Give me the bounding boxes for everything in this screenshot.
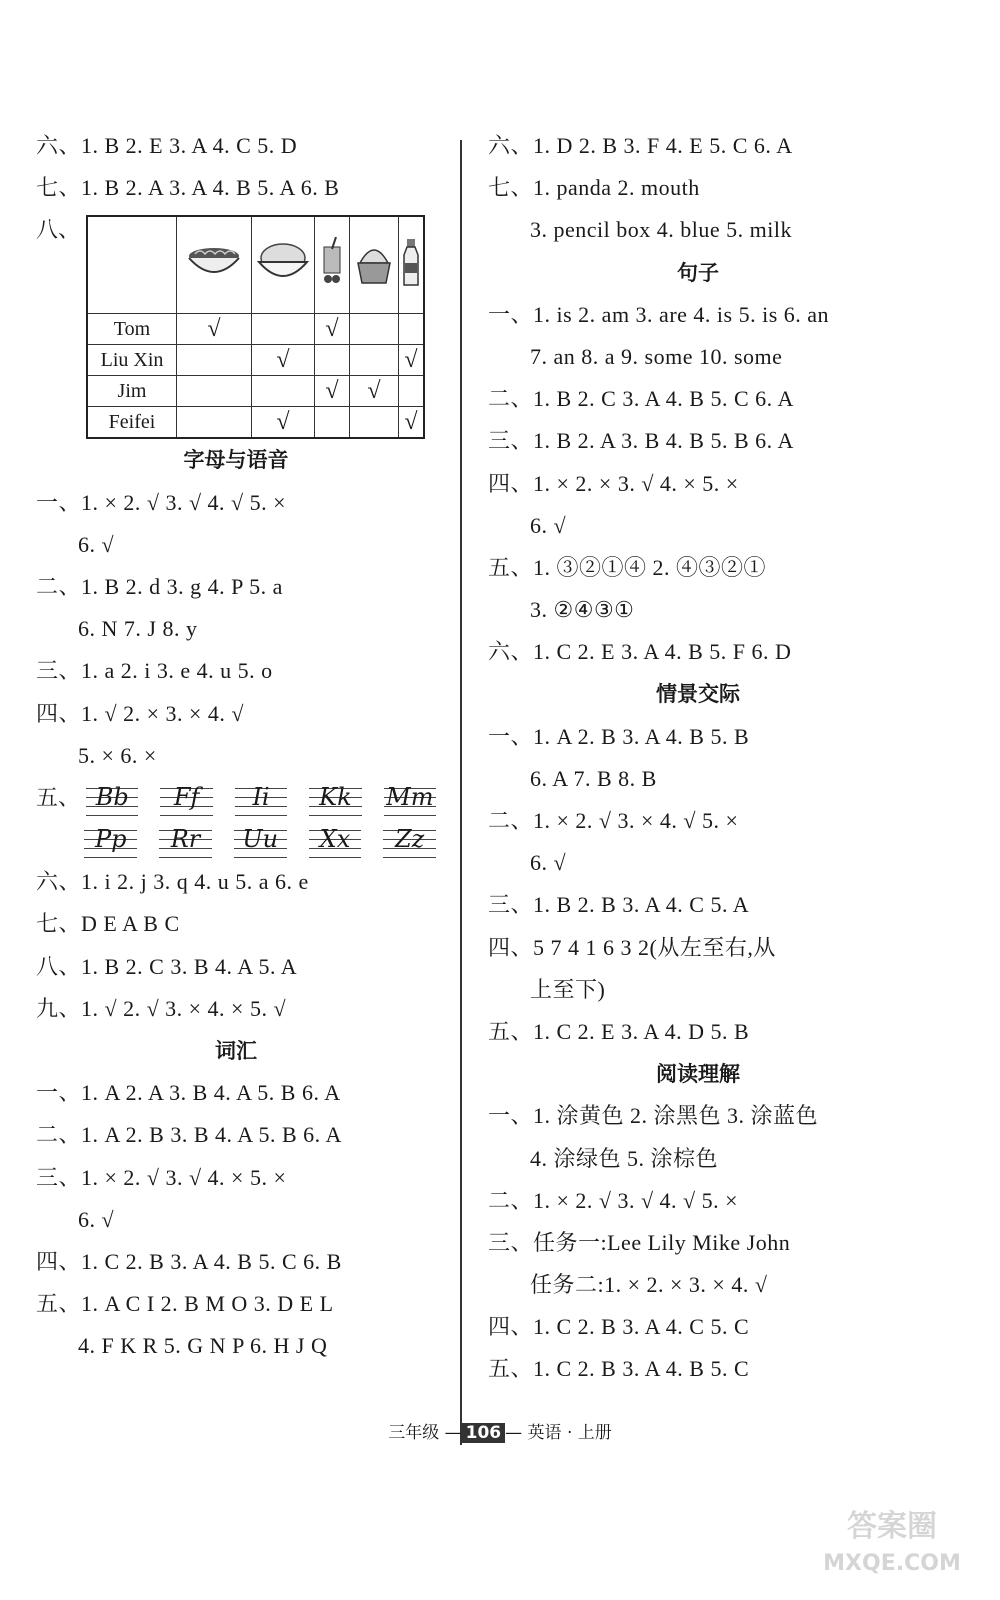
- check-cell: [252, 376, 315, 407]
- handwriting-text: Mm: [386, 782, 434, 811]
- check-cell: [252, 314, 315, 345]
- answer-line: 任务二:1. × 2. × 3. × 4. √: [530, 1272, 768, 1298]
- section-heading: 阅读理解: [656, 1062, 740, 1087]
- check-cell: [350, 345, 399, 376]
- answer-line: 二、1. B 2. C 3. A 4. B 5. C 6. A: [488, 386, 794, 412]
- left-column: [36, 125, 436, 1368]
- answer-line: 六、1. B 2. E 3. A 4. C 5. D: [36, 133, 298, 158]
- handwriting-text: Kk: [319, 782, 352, 811]
- answer-line: 一、1. × 2. √ 3. √ 4. √ 5. ×: [36, 489, 287, 515]
- answer-line: 一、1. is 2. am 3. are 4. is 5. is 6. an: [488, 301, 830, 327]
- answer-line: 6. √: [78, 531, 115, 557]
- answer-line: 二、1. A 2. B 3. B 4. A 5. B 6. A: [36, 1122, 342, 1148]
- person-name: Liu Xin: [87, 345, 177, 376]
- answer-line: 三、1. a 2. i 3. e 4. u 5. o: [36, 658, 273, 684]
- page-footer: 三年级 — 106 — 英语 · 上册: [388, 1423, 612, 1443]
- check-cell: √: [315, 314, 350, 345]
- answer-line: 上至下): [530, 976, 606, 1002]
- table-row: [87, 345, 424, 376]
- check-cell: [177, 407, 252, 439]
- answer-line: 6. √: [530, 850, 567, 876]
- check-cell: [177, 376, 252, 407]
- check-cell: [315, 407, 350, 439]
- question-label: 八、: [36, 217, 81, 243]
- answer-line: 一、1. 涂黄色 2. 涂黑色 3. 涂蓝色: [488, 1103, 819, 1129]
- answer-line: 五、1. A C I 2. B M O 3. D E L: [36, 1291, 334, 1317]
- handwriting-letters: [384, 780, 436, 816]
- answer-line: 6. N 7. J 8. y: [78, 616, 198, 642]
- check-cell: √: [350, 376, 399, 407]
- answer-line: 三、1. × 2. √ 3. √ 4. × 5. ×: [36, 1164, 287, 1190]
- right-column: [488, 125, 908, 1391]
- food-cell: [399, 216, 425, 314]
- watermark-top: 答案圈: [847, 1509, 937, 1544]
- table-row: [87, 376, 424, 407]
- question-label: 五、: [36, 784, 81, 810]
- answer-line: 四、1. C 2. B 3. A 4. B 5. C 6. B: [36, 1248, 342, 1274]
- answer-line: 二、1. × 2. √ 3. × 4. √ 5. ×: [488, 808, 739, 833]
- section-heading: 句子: [677, 260, 719, 285]
- answer-line: 6. A 7. B 8. B: [530, 765, 657, 791]
- person-name: Tom: [87, 314, 177, 345]
- check-cell: √: [252, 407, 315, 439]
- column-divider: [460, 140, 462, 1445]
- section-heading: 情景交际: [656, 682, 740, 707]
- answer-line: 五、1. C 2. E 3. A 4. D 5. B: [488, 1018, 750, 1044]
- handwriting-letters: [235, 780, 287, 816]
- check-cell: √: [252, 345, 315, 376]
- answer-line: 六、1. D 2. B 3. F 4. E 5. C 6. A: [488, 133, 793, 158]
- table-row: [87, 314, 424, 345]
- handwriting-text: Rr: [170, 825, 201, 854]
- handwriting-row: [36, 819, 436, 861]
- food-cell: [350, 216, 399, 314]
- milk-bottle-icon: [401, 270, 421, 292]
- answer-line: 五、1. C 2. B 3. A 4. B 5. C: [488, 1356, 750, 1382]
- cake-icon: [352, 270, 396, 292]
- table-corner-cell: [87, 216, 177, 314]
- handwriting-text: Uu: [242, 825, 279, 854]
- person-name: Jim: [87, 376, 177, 407]
- answer-line: 二、1. B 2. d 3. g 4. P 5. a: [36, 573, 283, 599]
- check-cell: [399, 376, 425, 407]
- answer-line: 四、5 7 4 1 6 3 2(从左至右,从: [488, 934, 776, 960]
- footer-grade: 三年级: [388, 1423, 440, 1443]
- food-cell: [252, 216, 315, 314]
- watermark-bottom: MXQE.COM: [823, 1551, 961, 1576]
- handwriting-row: [36, 777, 436, 819]
- check-cell: [315, 345, 350, 376]
- rice-bowl-icon: [256, 267, 310, 289]
- handwriting-letters: [234, 822, 287, 858]
- handwriting-text: Xx: [319, 825, 351, 854]
- answer-line: 五、1. ③②①④ 2. ④③②①: [488, 554, 767, 580]
- person-name: Feifei: [87, 407, 177, 439]
- answer-line: 四、1. C 2. B 3. A 4. C 5. C: [488, 1314, 750, 1340]
- answer-line: 3. pencil box 4. blue 5. milk: [530, 217, 792, 243]
- footer-subject: 英语 · 上册: [527, 1423, 612, 1443]
- answer-line: 3. ②④③①: [530, 597, 635, 623]
- answer-line: 九、1. √ 2. √ 3. × 4. × 5. √: [36, 995, 287, 1021]
- answer-line: 四、1. × 2. × 3. √ 4. × 5. ×: [488, 470, 739, 496]
- handwriting-letters: [159, 822, 212, 858]
- answer-line: 4. 涂绿色 5. 涂棕色: [530, 1145, 719, 1171]
- food-cell: [177, 216, 252, 314]
- check-cell: √: [399, 407, 425, 439]
- watermark-logo: [812, 1502, 972, 1582]
- page-number: 106: [462, 1423, 506, 1443]
- answer-line: 二、1. × 2. √ 3. √ 4. √ 5. ×: [488, 1187, 739, 1213]
- handwriting-text: Ii: [252, 782, 270, 811]
- answer-line: 7. an 8. a 9. some 10. some: [530, 343, 783, 369]
- section-heading: 字母与语音: [183, 448, 289, 473]
- handwriting-letters: [84, 822, 137, 858]
- check-cell: [350, 314, 399, 345]
- answer-line: 三、1. B 2. A 3. B 4. B 5. B 6. A: [488, 428, 794, 454]
- check-cell: [177, 345, 252, 376]
- noodles-bowl-icon: [185, 265, 243, 287]
- handwriting-letters: [86, 780, 138, 816]
- check-cell: [399, 314, 425, 345]
- table-row: [87, 407, 424, 439]
- answer-line: 六、1. i 2. j 3. q 4. u 5. a 6. e: [36, 869, 309, 895]
- answer-line: 七、1. panda 2. mouth: [488, 175, 700, 201]
- handwriting-letters: [309, 780, 361, 816]
- food-cell: [315, 216, 350, 314]
- handwriting-letters: [309, 822, 362, 858]
- answer-line: 六、1. C 2. E 3. A 4. B 5. F 6. D: [488, 639, 792, 665]
- handwriting-text: Ff: [173, 782, 200, 811]
- answer-line: 一、1. A 2. B 3. A 4. B 5. B: [488, 723, 750, 749]
- answer-line: 八、1. B 2. C 3. B 4. A 5. A: [36, 953, 298, 979]
- answer-line: 三、任务一:Lee Lily Mike John: [488, 1229, 791, 1255]
- handwriting-text: Bb: [95, 782, 129, 811]
- check-cell: √: [399, 345, 425, 376]
- food-table: [86, 215, 425, 439]
- check-cell: √: [315, 376, 350, 407]
- section-heading: 词汇: [215, 1039, 257, 1063]
- juice-icon: [318, 270, 346, 292]
- answer-line: 四、1. √ 2. × 3. × 4. √: [36, 700, 244, 726]
- answer-line: 4. F K R 5. G N P 6. H J Q: [78, 1333, 328, 1359]
- check-cell: √: [177, 314, 252, 345]
- handwriting-text: Pp: [94, 825, 127, 854]
- handwriting-letters: [383, 822, 436, 858]
- check-cell: [350, 407, 399, 439]
- answer-line: 一、1. A 2. A 3. B 4. A 5. B 6. A: [36, 1080, 341, 1106]
- answer-line: 三、1. B 2. B 3. A 4. C 5. A: [488, 892, 750, 918]
- table-header-row: [87, 216, 424, 314]
- answer-line: 6. √: [78, 1206, 115, 1232]
- food-table-question: [36, 209, 436, 439]
- answer-line: 6. √: [530, 512, 567, 538]
- handwriting-text: Zz: [395, 825, 425, 854]
- answer-line: 七、1. B 2. A 3. A 4. B 5. A 6. B: [36, 175, 340, 201]
- handwriting-letters: [160, 780, 212, 816]
- answer-line: 七、D E A B C: [36, 911, 180, 937]
- answer-line: 5. × 6. ×: [78, 742, 157, 768]
